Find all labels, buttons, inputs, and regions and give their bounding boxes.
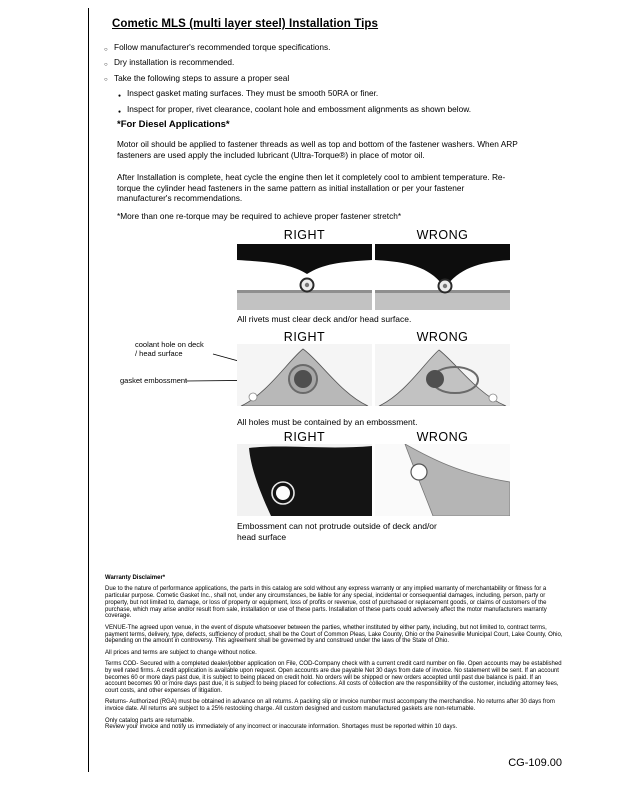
prices-clause: All prices and terms are subject to change without notice. — [105, 649, 257, 656]
diagram-rivet-wrong — [375, 244, 510, 310]
caption-rivets: All rivets must clear deck and/or head surface. — [237, 314, 412, 324]
tip-text: Take the following steps to assure a proper seal — [114, 72, 290, 83]
tip-text: Inspect gasket mating surfaces. They must be smooth 50RA or finer. — [127, 87, 379, 98]
list-item — [104, 41, 524, 56]
left-margin-rule — [88, 8, 89, 772]
diagram-embossment-right — [237, 444, 372, 516]
circle-bullet-icon: ○ — [104, 61, 108, 68]
right-label-row2: RIGHT — [283, 330, 326, 344]
diagram-hole-right — [237, 344, 372, 406]
diesel-paragraph-2: After Installation is complete, heat cycle the engine then let it completely cool to ambient temperature. Re-torque the cylinder head fasteners in the same pattern as initial installation or per your fastener manufacturer's recommendations. — [117, 172, 506, 204]
tips-list — [104, 41, 524, 118]
circle-bullet-icon: ○ — [104, 46, 108, 53]
dot-bullet-icon: ● — [118, 108, 122, 115]
diesel-paragraph-1: Motor oil should be applied to fastener threads as well as top and bottom of the fastener washers. When ARP fasteners are used apply the included lubricant (Ultra-Torque®) in place of motor oil. — [117, 139, 518, 160]
coolant-hole-callout: coolant hole on deck / head surface — [135, 340, 204, 358]
terms-clause: Terms COD- Secured with a completed dealer/jobber application on File, COD-Company check with a current credit card number on file. Open accounts may be established by well rated firms. A credit application is available upon request. Open accounts are due payable Net 30 days from date of invoice. No statement will be sent. If an account becomes 60 or more days past due, it is subject to being placed on credit hold. No orders will be shipped or new orders accepted until past due balance is paid. If an account becomes 90 or more days past due, it is subject to being placed for collections. All costs of collection are the responsibility of the customer, including attorney fees, court costs, and other expenses of litigation. — [105, 660, 562, 695]
venue-clause: VENUE-The agreed upon venue, in the event of dispute whatsoever between the parties, whether instituted by either party, including, but not limited to, contract terms, payment terms, delivery, type, defects, sufficiency of product, shall be the Court of Common Pleas, Lake County, Ohio or the Painesville Municipal Court, Lake County, Ohio, depending on the amount in controversy. This agreement shall be governed by and construed under the laws of the State of Ohio. — [105, 624, 563, 645]
invoice-review-note: Review your invoice and notify us immediately of any incorrect or inaccurate information. Shortages must be reported within 10 days. — [105, 724, 458, 731]
right-label-row1: RIGHT — [283, 228, 326, 242]
warranty-heading: Warranty Disclaimer* — [105, 575, 166, 581]
legal-text-block — [105, 575, 563, 736]
circle-bullet-icon: ○ — [104, 77, 108, 84]
retorque-note: *More than one re-torque may be required to achieve proper fastener stretch* — [117, 211, 402, 221]
diagram-embossment-wrong — [375, 444, 510, 516]
list-item — [118, 87, 524, 103]
list-item — [104, 72, 524, 87]
wrong-label-row2: WRONG — [416, 330, 469, 344]
list-item — [104, 56, 524, 71]
tip-text: Dry installation is recommended. — [114, 57, 235, 68]
diagram-hole-wrong — [375, 344, 510, 406]
diagram-rivet-right — [237, 244, 372, 310]
page-code: CG-109.00 — [508, 757, 562, 769]
right-label-row3: RIGHT — [283, 430, 326, 444]
returns-clause: Returns- Authorized (RGA) must be obtained in advance on all returns. A packing slip or invoice number must accompany the merchandise. No returns after 30 days from invoice date. All returns are subject to a 25% restocking charge. All custom designed and custom manufactured gaskets are non-returnable. — [105, 699, 555, 713]
diesel-applications-heading: *For Diesel Applications* — [117, 119, 230, 130]
wrong-label-row1: WRONG — [416, 228, 469, 242]
tip-text: Follow manufacturer's recommended torque specifications. — [114, 42, 331, 52]
caption-holes: All holes must be contained by an embossment. — [237, 417, 418, 427]
tip-text: Inspect for proper, rivet clearance, coolant hole and embossment alignments as shown below. — [127, 103, 472, 114]
wrong-label-row3: WRONG — [416, 430, 469, 444]
dot-bullet-icon: ● — [118, 92, 122, 99]
catalog-returnable-note: Only catalog parts are returnable. — [105, 717, 195, 724]
warranty-body: Due to the nature of performance applications, the parts in this catalog are sold without any express warranty or any implied warranty of merchantability or fitness for a particular purpose. Cometic Gasket Inc., shall not, under any circumstances, be liable for any special, incidental or consequential damages, including, person, party or property, but not limited to, damage, or loss of property or equipment, loss of profits or revenue, cost of purchased or replacement goods, or claims of customers of the purchase, which may arise and/or result from sale, installation or use of these parts. Installation of these parts could adversely affect the motor manufacturers warranty coverage. — [105, 586, 547, 620]
caption-embossment: Embossment can not protrude outside of deck and/or head surface — [237, 521, 437, 542]
page-title: Cometic MLS (multi layer steel) Installation Tips — [112, 18, 379, 30]
gasket-embossment-callout: gasket embossment — [120, 376, 188, 385]
list-item — [118, 103, 524, 119]
